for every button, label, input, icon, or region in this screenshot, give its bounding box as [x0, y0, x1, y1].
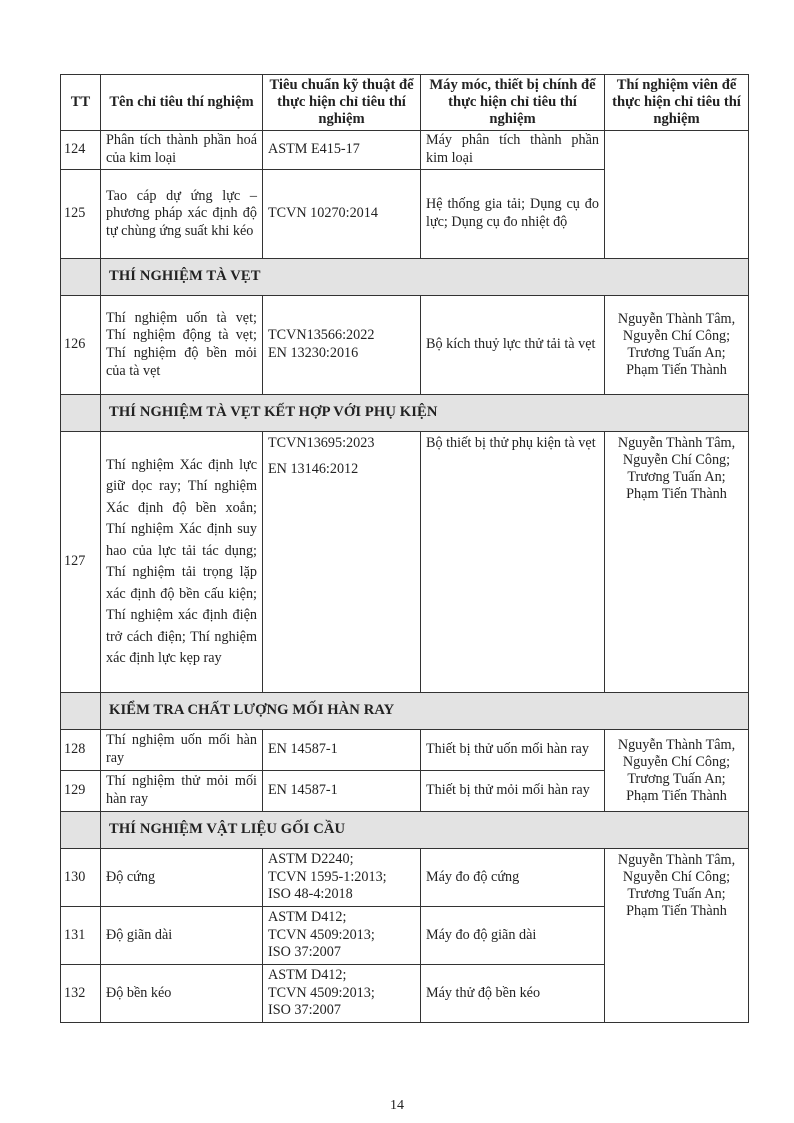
section-title: THÍ NGHIỆM TÀ VẸT KẾT HỢP VỚI PHỤ KIỆN [101, 395, 749, 432]
test-tester: Nguyễn Thành Tâm, Nguyễn Chí Công; Trương Tuấn An; Phạm Tiến Thành [605, 296, 749, 395]
test-standard: TCVN 10270:2014 [263, 170, 421, 259]
section-header-row [61, 259, 749, 296]
test-name: Thí nghiệm thử mỏi mối hàn ray [101, 771, 263, 812]
standard-line: TCVN 1595-1:2013; [268, 868, 387, 885]
page-number: 14 [390, 1098, 404, 1113]
row-number: 129 [61, 771, 101, 812]
test-name: Phân tích thành phần hoá của kim loại [101, 131, 263, 170]
row-number: 131 [61, 907, 101, 965]
test-standard: ASTM E415-17 [263, 131, 421, 170]
standard-line: EN 13146:2012 [268, 460, 359, 477]
test-machine: Máy phân tích thành phần kim loại [421, 131, 605, 170]
test-standard: EN 14587-1 [263, 730, 421, 771]
test-standard [263, 965, 421, 1023]
test-standard [263, 432, 421, 693]
section-title: THÍ NGHIỆM VẬT LIỆU GỐI CẦU [101, 812, 749, 849]
test-machine: Bộ thiết bị thử phụ kiện tà vẹt [421, 432, 605, 693]
row-number: 130 [61, 849, 101, 907]
row-number: 126 [61, 296, 101, 395]
test-standard [263, 849, 421, 907]
header-machine: Máy móc, thiết bị chính để thực hiện chỉ tiêu thí nghiệm [421, 75, 605, 131]
section-header-row [61, 395, 749, 432]
standard-line: TCVN 4509:2013; [268, 984, 375, 1001]
section-spacer [61, 693, 101, 730]
row-number: 127 [61, 432, 101, 693]
section-spacer [61, 395, 101, 432]
test-machine: Hệ thống gia tải; Dụng cụ đo lực; Dụng cụ đo nhiệt độ [421, 170, 605, 259]
test-standard: EN 14587-1 [263, 771, 421, 812]
standard-line: ASTM D412; [268, 909, 347, 926]
standard-line: ISO 37:2007 [268, 944, 341, 961]
test-name: Độ cứng [101, 849, 263, 907]
header-standard: Tiêu chuẩn kỹ thuật để thực hiện chỉ tiêu thí nghiệm [263, 75, 421, 131]
header-tt: TT [61, 75, 101, 131]
test-tester: Nguyễn Thành Tâm, Nguyễn Chí Công; Trương Tuấn An; Phạm Tiến Thành [605, 730, 749, 812]
standard-line: TCVN13566:2022 [268, 327, 375, 344]
table-row [61, 432, 749, 693]
row-number: 132 [61, 965, 101, 1023]
table-row [61, 296, 749, 395]
test-name: Tao cáp dự ứng lực – phương pháp xác định độ tự chùng ứng suất khi kéo [101, 170, 263, 259]
row-number: 128 [61, 730, 101, 771]
test-machine: Thiết bị thử mỏi mối hàn ray [421, 771, 605, 812]
test-name: Thí nghiệm uốn tà vẹt; Thí nghiệm động tà vẹt; Thí nghiệm độ bền mỏi của tà vẹt [101, 296, 263, 395]
test-machine: Máy đo độ giãn dài [421, 907, 605, 965]
standard-line: ASTM D2240; [268, 851, 354, 868]
test-machine: Máy đo độ cứng [421, 849, 605, 907]
section-spacer [61, 812, 101, 849]
test-name: Độ giãn dài [101, 907, 263, 965]
table-row [61, 131, 749, 170]
test-name: Thí nghiệm Xác định lực giữ dọc ray; Thí nghiệm Xác định độ bền xoắn; Thí nghiệm Xác định suy hao của lực tải tác dụng; Thí nghiệm tải trọng lặp xác định độ bền cấu kiện; Thí nghiệm xác định điện trở cách điện; Thí nghiệm xác định lực kẹp ray [101, 432, 263, 693]
section-header-row [61, 812, 749, 849]
test-criteria-table [60, 74, 749, 1023]
section-header-row [61, 693, 749, 730]
table-row [61, 849, 749, 907]
section-title: KIỂM TRA CHẤT LƯỢNG MỐI HÀN RAY [101, 693, 749, 730]
table-row [61, 730, 749, 771]
test-standard [263, 907, 421, 965]
standard-line: ISO 37:2007 [268, 1002, 341, 1019]
test-standard [263, 296, 421, 395]
test-machine: Máy thử độ bền kéo [421, 965, 605, 1023]
row-number: 124 [61, 131, 101, 170]
row-number: 125 [61, 170, 101, 259]
header-name: Tên chỉ tiêu thí nghiệm [101, 75, 263, 131]
section-spacer [61, 259, 101, 296]
test-machine: Bộ kích thuỷ lực thử tải tà vẹt [421, 296, 605, 395]
test-tester [605, 131, 749, 259]
test-name: Thí nghiệm uốn mối hàn ray [101, 730, 263, 771]
standard-line: ASTM D412; [268, 967, 347, 984]
test-name: Độ bền kéo [101, 965, 263, 1023]
table-header-row [61, 75, 749, 131]
test-tester: Nguyễn Thành Tâm, Nguyễn Chí Công; Trương Tuấn An; Phạm Tiến Thành [605, 849, 749, 1023]
standard-line: TCVN13695:2023 [268, 435, 375, 451]
section-title: THÍ NGHIỆM TÀ VẸT [101, 259, 749, 296]
header-tester: Thí nghiệm viên để thực hiện chỉ tiêu thí nghiệm [605, 75, 749, 131]
test-tester: Nguyễn Thành Tâm, Nguyễn Chí Công; Trương Tuấn An; Phạm Tiến Thành [605, 432, 749, 693]
test-machine: Thiết bị thử uốn mối hàn ray [421, 730, 605, 771]
standard-line: EN 13230:2016 [268, 345, 359, 361]
standard-line: ISO 48-4:2018 [268, 886, 353, 903]
standard-line: TCVN 4509:2013; [268, 926, 375, 943]
